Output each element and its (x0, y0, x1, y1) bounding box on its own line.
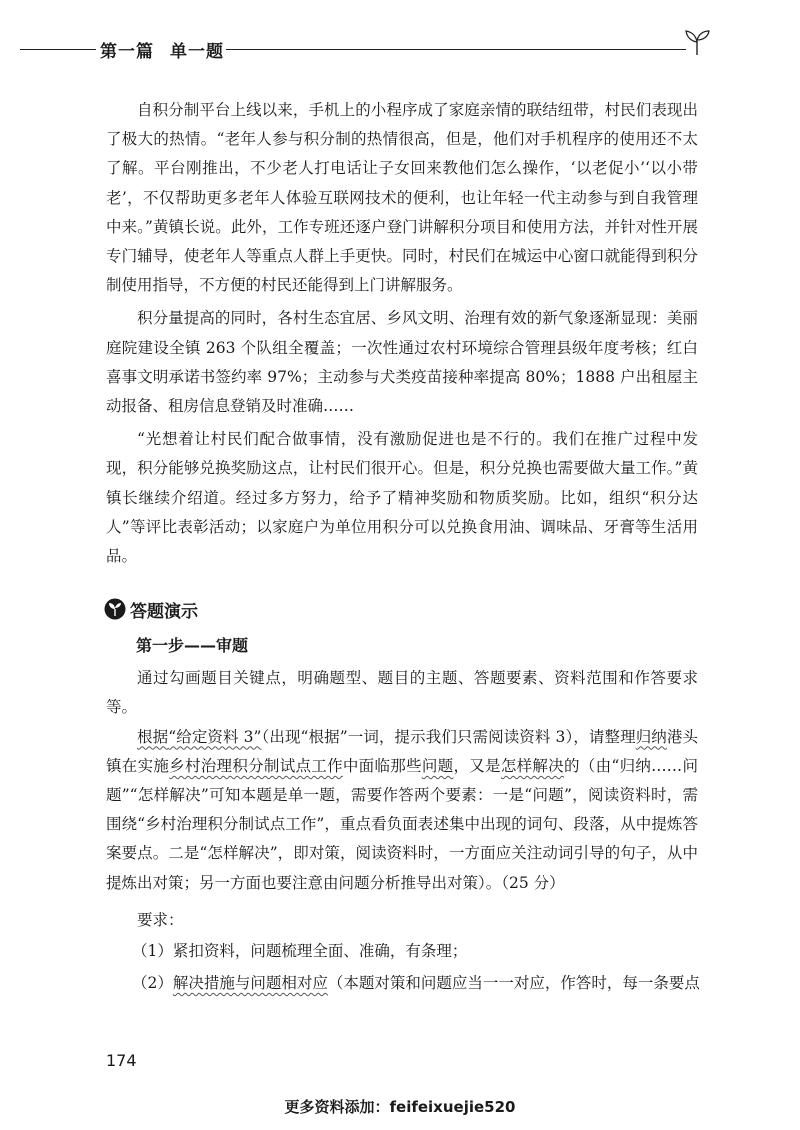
page-body (106, 96, 698, 999)
paragraph-1: 自积分制平台上线以来，手机上的小程序成了家庭亲情的联结纽带，村民们表现出了极大的热情。“老年人参与积分制的热情很高，但是，他们对手机程序的使用还不太了解。平台刚推出，不少老人打电话让子女回来教他们怎么操作，‘以老促小’‘以小带老’，不仅帮助更多老年人体验互联网技术的便利，也让年轻一代主动参与到自我管理中来。”黄镇长说。此外，工作专班还逐户登门讲解积分项目和使用方法，并针对性开展专门辅导，使老年人等重点人群上手更快。同时，村民们在城运中心窗口就能得到积分制使用指导，不方便的村民还能得到上门讲解服务。 (106, 101, 698, 295)
requirement-item-2-text: （本题对策和问题应当一一对应，作答时，每一条要点 (327, 973, 700, 992)
section-title: 答题演示 (130, 601, 198, 622)
requirement-item-1: （1）紧扣资料，问题梳理全面、准确，有条理； (132, 941, 468, 960)
analysis-text: 的（由“归纳……问题”“怎样解决”可知本题是单一题，需要作答两个要素：一是“问题”，阅读资料时，需围绕“乡村治理积分制试点工作”，重点看负面表述集中出现的词句、段落，从中提炼答案要点。二是“怎样解决”，即对策，阅读资料时，一方面应关注动词引导的句子，从中提炼出对策；另一方面也要注意由问题分析推导出对策）。（25 分） (106, 756, 698, 892)
sprout-icon (682, 28, 712, 56)
marked-keyword: 根据 (137, 727, 169, 746)
header-part: 第一篇 (100, 42, 154, 62)
section-badge-icon (104, 598, 126, 620)
marked-keyword: 问题 (421, 756, 454, 775)
marked-keyword: “给定资料 3” (168, 727, 262, 746)
paragraph-2: 积分量提高的同时，各村生态宜居、乡风文明、治理有效的新气象逐渐显现：美丽庭院建设全镇 263 个队组全覆盖；一次性通过农村环境综合管理县级年度考核；红白喜事文明承诺书签约率 97%；主动参与犬类疫苗接种率提高 80%；1888 户出租屋主动报备、租房信息登销及时准确…… (106, 309, 698, 416)
analysis-intro: 通过勾画题目关键点，明确题型、题目的主题、答题要素、资料范围和作答要求等。 (106, 669, 698, 717)
requirements-label: 要求： (137, 910, 184, 929)
footer-note: 更多资料添加：feifeixuejie520 (284, 1098, 516, 1116)
marked-keyword: 怎样解决 (500, 756, 564, 775)
marked-keyword: 乡村治理积分制试点工作 (169, 756, 343, 775)
marked-keyword: 解决措施与问题相对应 (172, 973, 328, 992)
paragraph-3: “光想着让村民们配合做事情，没有激励促进也是不行的。我们在推广过程中发现，积分能够兑换奖励这点，让村民们很开心。但是，积分兑换也需要做大量工作。”黄镇长继续介绍道。经过多方努力，给予了精神奖励和物质奖励。比如，组织“积分达人”等评比表彰活动；以家庭户为单位用积分可以兑换食用油、调味品、牙膏等生活用品。 (106, 430, 698, 566)
analysis-text: 港头镇在实施 (106, 727, 698, 775)
step-heading: 第一步——审题 (136, 636, 249, 656)
header-chapter: 单一题 (170, 42, 224, 62)
marked-keyword: 归纳 (635, 727, 667, 746)
header-rule-left (20, 49, 96, 50)
running-header (0, 28, 800, 68)
requirement-item-2-prefix: （2） (132, 973, 173, 992)
analysis-text: ，又是 (453, 756, 501, 775)
page-number: 174 (106, 1051, 137, 1070)
analysis-text: （出现“根据”一词，提示我们只需阅读资料 3），请整理 (261, 727, 636, 746)
requirement-item-2 (106, 967, 698, 999)
header-rule-right (226, 49, 686, 50)
analysis-text: 中面临那些 (342, 756, 422, 775)
analysis-paragraph (106, 723, 698, 898)
section-heading (106, 596, 698, 622)
header-title (100, 37, 224, 62)
